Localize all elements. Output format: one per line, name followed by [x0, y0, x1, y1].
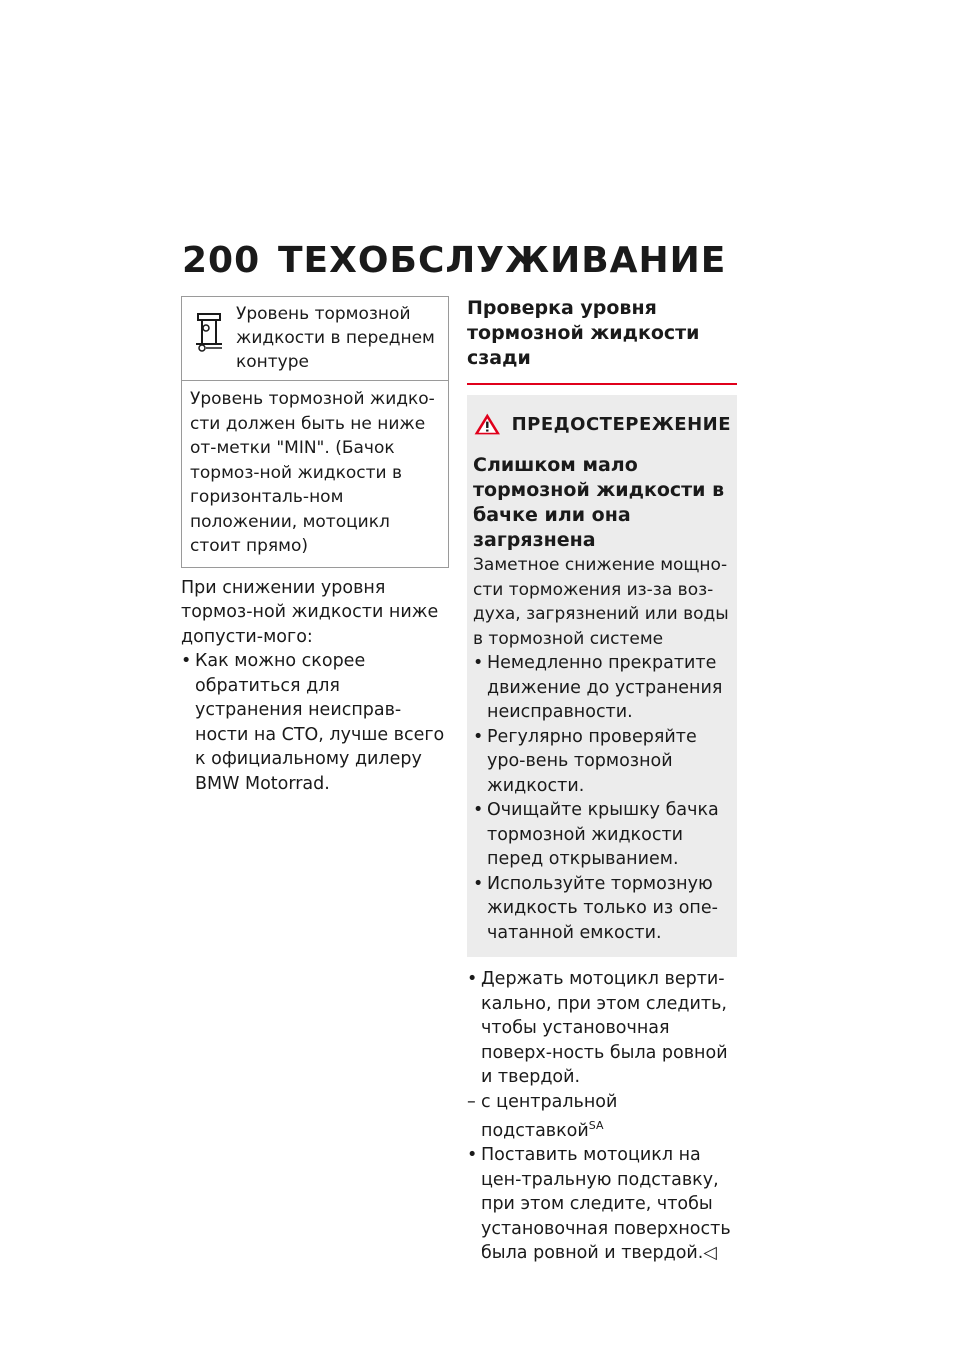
warning-subtitle: Слишком мало тормозной жидкости в бачке или она загрязнена: [473, 454, 725, 551]
warning-text: Заметное снижение мощно-сти торможения из-за воз-духа, загрязнений или воды в тормозной системе: [473, 555, 729, 649]
end-mark: ◁: [703, 1243, 717, 1264]
brake-fluid-reservoir-icon: [190, 308, 230, 356]
left-column: [181, 296, 449, 796]
warning-box: [467, 395, 737, 957]
result-line: [467, 1090, 737, 1144]
step-list: [467, 967, 737, 1090]
info-box-header: [182, 297, 448, 381]
info-box: [181, 296, 449, 568]
chapter-title: ТЕХОБСЛУЖИВАНИЕ: [278, 240, 727, 281]
list-item: • Как можно скорее обратиться для устранения неисправ-ности на СТО, лучше всего к официальному дилеру BMW Motorrad.: [181, 649, 449, 796]
step-item: [467, 1143, 737, 1266]
left-paragraph: При снижении уровня тормоз-ной жидкости ниже допусти-мого:: [181, 577, 439, 647]
list-item: • Очищайте крышку бачка тормозной жидкости перед открыванием.: [473, 798, 731, 872]
warning-triangle-icon: [473, 409, 502, 439]
list-item: • Используйте тормозную жидкость только из опе-чатанной емкости.: [473, 872, 731, 946]
page-number: 200: [182, 240, 261, 281]
left-bullet-list: [181, 649, 449, 796]
info-box-title: Уровень тормозной жидкости в переднем контуре: [236, 304, 435, 372]
list-item: • Немедленно прекратите движение до устранения неисправности.: [473, 651, 731, 725]
step-list-2: [467, 1143, 737, 1266]
result-dash: –: [467, 1091, 476, 1112]
warning-label: ПРЕДОСТЕРЕЖЕНИЕ: [511, 413, 731, 435]
special-accessory-mark: SA: [588, 1119, 604, 1132]
page-header: [182, 240, 726, 281]
info-box-body: Уровень тормозной жидко-сти должен быть не ниже от-метки "MIN". (Бачок тормоз-ной жидкости в горизонталь-ном положении, мотоцикл стоит прямо): [190, 389, 435, 556]
steps: [467, 967, 737, 1266]
list-item: • Регулярно проверяйте уро-вень тормозной жидкости.: [473, 725, 731, 799]
section-title: Проверка уровня тормозной жидкости сзади: [467, 296, 737, 385]
right-column: [467, 296, 737, 1266]
step-item: • Держать мотоцикл верти-кально, при этом следить, чтобы установочная поверх-ность была ровной и твердой.: [467, 967, 737, 1090]
step-text: Поставить мотоцикл на цен-тральную подставку, при этом следите, чтобы установочная поверхность была ровной и твердой.: [481, 1145, 731, 1264]
warning-header: [473, 409, 731, 439]
result-text: с центральной подставкой: [481, 1091, 618, 1141]
warning-list: [473, 651, 731, 945]
